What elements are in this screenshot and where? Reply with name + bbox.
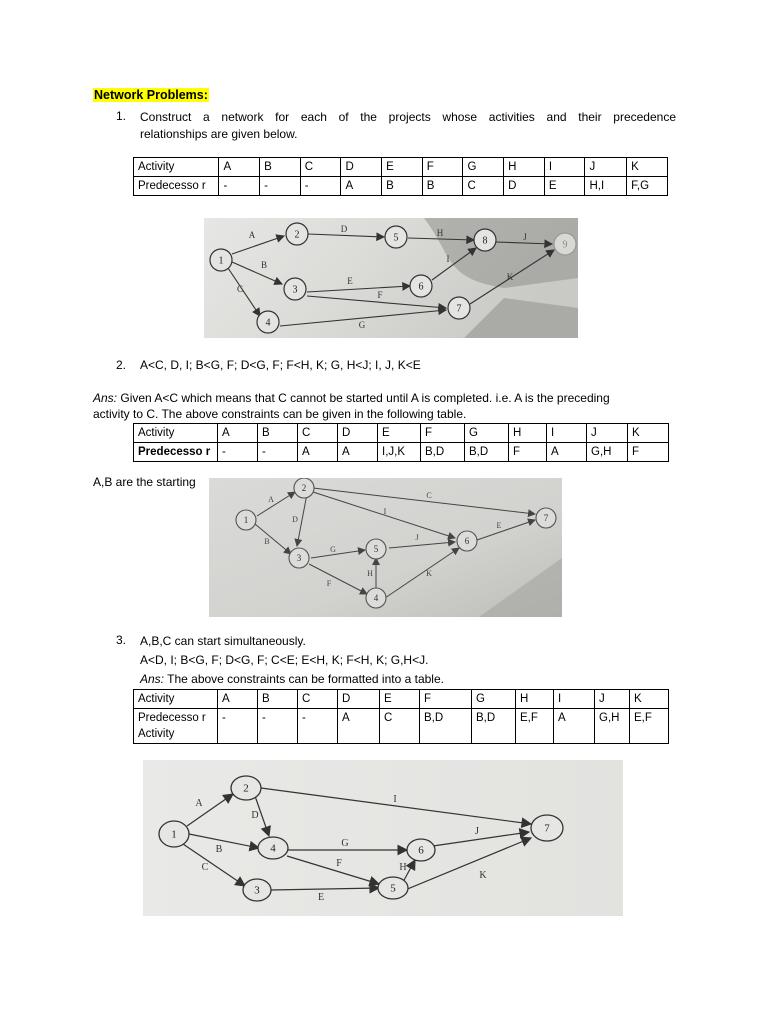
- problem-3-number: 3.: [116, 633, 127, 647]
- table-cell: E: [378, 424, 421, 443]
- edge-label: E: [317, 892, 325, 903]
- table-row: [134, 709, 669, 744]
- edge-label: H: [367, 569, 373, 578]
- edge-label: E: [496, 521, 502, 530]
- table-cell: F: [628, 443, 669, 462]
- table-cell: H: [516, 690, 554, 709]
- problem-3-line-1: A,B,C can start simultaneously.: [140, 634, 306, 648]
- node-label: 2: [243, 782, 249, 795]
- problem-2-partial-text: A,B are the starting: [93, 475, 196, 489]
- table-cell: J: [587, 424, 628, 443]
- table-cell: E,F: [516, 709, 554, 744]
- table-cell: K: [628, 424, 669, 443]
- answer-label: Ans:: [140, 672, 165, 686]
- table-cell: Predecesso r: [134, 443, 218, 462]
- edge-label: A: [248, 230, 256, 240]
- edge-label: B: [264, 537, 270, 546]
- edge-label: H: [436, 228, 444, 238]
- table-cell: H: [509, 424, 547, 443]
- table-cell: K: [630, 690, 669, 709]
- edge-label: D: [292, 515, 298, 524]
- table-cell: Activity: [134, 158, 219, 177]
- table-cell: J: [595, 690, 630, 709]
- edge-label: A: [195, 798, 203, 809]
- node-label: 6: [418, 844, 424, 857]
- table-cell: A: [338, 709, 380, 744]
- table-cell: B,D: [420, 709, 472, 744]
- table-cell: C: [300, 158, 341, 177]
- edge-label: G: [358, 320, 366, 330]
- table-cell: F: [420, 690, 472, 709]
- table-cell: A: [219, 158, 260, 177]
- table-row: [134, 158, 668, 177]
- edge-label: I: [393, 794, 397, 805]
- problem-1-line-2: relationships are given below.: [140, 127, 298, 141]
- table-cell: C: [298, 424, 338, 443]
- node-label: 5: [390, 882, 396, 895]
- node-label: 5: [393, 232, 399, 244]
- table-cell: D: [338, 690, 380, 709]
- node-label: 3: [254, 884, 260, 897]
- table-cell: -: [219, 177, 260, 196]
- table-row: [134, 177, 668, 196]
- node-label: 6: [418, 281, 424, 293]
- table-cell: E: [382, 158, 423, 177]
- table-cell: B: [258, 690, 298, 709]
- table-cell: -: [218, 709, 258, 744]
- node-label: 1: [171, 828, 177, 841]
- table-cell: -: [298, 709, 338, 744]
- node-label: 2: [301, 483, 307, 494]
- table-cell: -: [260, 177, 301, 196]
- network-diagram-3: [143, 760, 623, 916]
- table-cell: B,D: [421, 443, 465, 462]
- table-cell: D: [338, 424, 378, 443]
- table-cell: I: [544, 158, 585, 177]
- problem-2-answer-line-2: activity to C. The above constraints can be given in the following table.: [93, 407, 467, 421]
- problem-1-table: [133, 157, 668, 196]
- edge-label: F: [326, 579, 332, 588]
- edge-label: D: [251, 810, 259, 821]
- table-cell: G: [472, 690, 516, 709]
- table-row: [134, 443, 669, 462]
- table-cell: -: [258, 443, 298, 462]
- table-cell: -: [218, 443, 258, 462]
- table-cell: B,D: [465, 443, 509, 462]
- edge-label: E: [347, 276, 353, 286]
- node-label: 6: [464, 536, 470, 547]
- problem-1-line-1: Construct a network for each of the projects whose activities and their precedence: [140, 110, 676, 124]
- edge-label: C: [201, 862, 209, 873]
- edge-label: D: [340, 224, 348, 234]
- table-cell: E: [544, 177, 585, 196]
- edge-label: H: [399, 862, 407, 873]
- table-row: [134, 690, 669, 709]
- table-cell: C: [463, 177, 504, 196]
- network-diagram-2: [209, 478, 562, 617]
- table-cell: C: [298, 690, 338, 709]
- table-row: [134, 424, 669, 443]
- table-cell: A: [338, 443, 378, 462]
- table-cell: G: [463, 158, 504, 177]
- table-cell: A: [298, 443, 338, 462]
- table-cell: C: [380, 709, 420, 744]
- edge-label: A: [268, 495, 274, 504]
- table-cell: B: [422, 177, 463, 196]
- table-cell: B: [382, 177, 423, 196]
- table-cell: -: [258, 709, 298, 744]
- table-cell: -: [300, 177, 341, 196]
- edge-label: F: [336, 858, 342, 869]
- table-cell: A: [554, 709, 595, 744]
- node-label: 8: [482, 235, 488, 247]
- edge-label: B: [215, 844, 223, 855]
- table-cell: F: [421, 424, 465, 443]
- table-cell: B: [260, 158, 301, 177]
- edge-label: F: [377, 290, 383, 300]
- table-cell: A: [218, 424, 258, 443]
- table-cell: H: [504, 158, 545, 177]
- table-cell: Predecesso r: [134, 177, 219, 196]
- edge-label: I: [446, 254, 450, 264]
- table-cell: Activity: [134, 690, 218, 709]
- table-cell: J: [585, 158, 627, 177]
- table-cell: E: [380, 690, 420, 709]
- table-cell: H,I: [585, 177, 627, 196]
- table-cell: K: [627, 158, 668, 177]
- table-cell: B: [258, 424, 298, 443]
- table-cell: D: [504, 177, 545, 196]
- node-label: 1: [243, 515, 249, 526]
- node-label: 7: [544, 822, 550, 835]
- edge-label: J: [415, 533, 419, 542]
- node-label: 9: [562, 239, 568, 251]
- table-cell: Predecesso r Activity: [134, 709, 218, 744]
- edge-label: G: [330, 545, 336, 554]
- problem-1-number: 1.: [116, 109, 127, 123]
- node-label: 7: [456, 303, 462, 315]
- table-cell: I: [547, 424, 587, 443]
- edge-label: J: [523, 232, 527, 242]
- problem-2-table: [133, 423, 669, 462]
- table-cell: F: [509, 443, 547, 462]
- table-cell: F: [422, 158, 463, 177]
- node-label: 2: [294, 229, 300, 241]
- edge-label: K: [506, 272, 514, 282]
- table-cell: A: [341, 177, 382, 196]
- answer-text: Given A<C which means that C cannot be started until A is completed. i.e. A is the preceding: [120, 391, 610, 405]
- answer-label: Ans:: [93, 391, 118, 405]
- edge-label: C: [426, 491, 432, 500]
- answer-text: The above constraints can be formatted into a table.: [167, 672, 444, 686]
- node-label: 1: [218, 255, 224, 267]
- node-label: 3: [292, 284, 298, 296]
- table-cell: D: [341, 158, 382, 177]
- node-label: 4: [265, 317, 271, 329]
- problem-3-answer: [140, 670, 444, 688]
- table-cell: I,J,K: [378, 443, 421, 462]
- edge-label: C: [236, 284, 244, 294]
- problem-3-line-2: A<D, I; B<G, F; D<G, F; C<E; E<H, K; F<H, K; G,H<J.: [140, 653, 429, 667]
- problem-2-constraints: A<C, D, I; B<G, F; D<G, F; F<H, K; G, H<J; I, J, K<E: [140, 358, 421, 372]
- table-cell: F,G: [627, 177, 668, 196]
- table-cell: A: [218, 690, 258, 709]
- edge-label: K: [479, 870, 487, 881]
- edge-label: J: [475, 826, 479, 837]
- page-heading: Network Problems:: [94, 88, 208, 102]
- table-cell: B,D: [472, 709, 516, 744]
- table-cell: G: [465, 424, 509, 443]
- node-label: 4: [270, 842, 276, 855]
- network-diagram-1: [204, 218, 578, 338]
- node-label: 3: [296, 553, 302, 564]
- table-cell: G,H: [595, 709, 630, 744]
- table-cell: G,H: [587, 443, 628, 462]
- edge-label: K: [426, 569, 432, 578]
- table-cell: Activity: [134, 424, 218, 443]
- node-label: 5: [373, 544, 379, 555]
- table-cell: I: [554, 690, 595, 709]
- node-label: 4: [373, 593, 379, 604]
- node-label: 7: [543, 513, 549, 524]
- table-cell: A: [547, 443, 587, 462]
- problem-2-number: 2.: [116, 358, 127, 372]
- edge-label: G: [341, 838, 349, 849]
- table-cell: E,F: [630, 709, 669, 744]
- edge-label: B: [260, 260, 268, 270]
- problem-3-table: [133, 689, 669, 744]
- edge-label: I: [383, 507, 387, 516]
